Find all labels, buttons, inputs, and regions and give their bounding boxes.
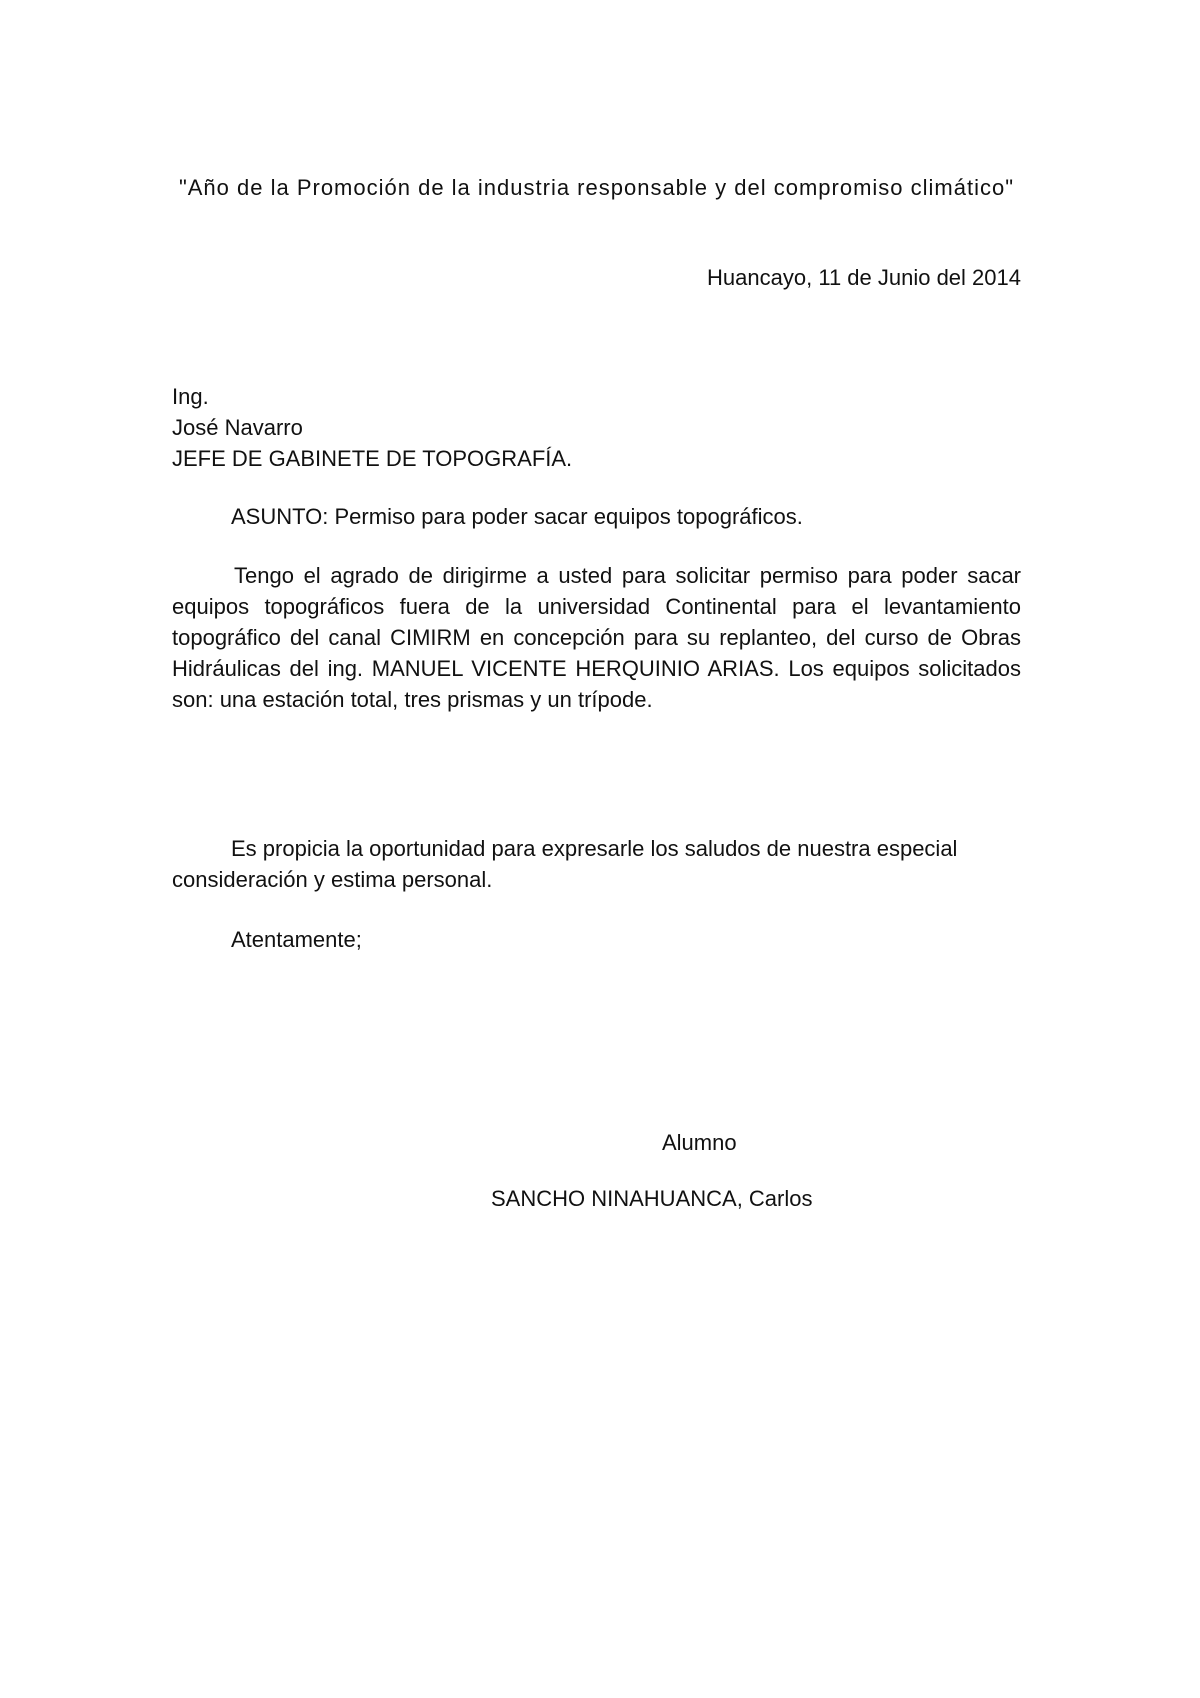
year-motto: "Año de la Promoción de la industria responsable y del compromiso climático" <box>178 175 1015 200</box>
subject-line: ASUNTO: Permiso para poder sacar equipos topográficos. <box>231 504 803 529</box>
addressee-title: Ing. <box>172 384 209 409</box>
signature-role: Alumno <box>662 1130 737 1155</box>
place-date: Huancayo, 11 de Junio del 2014 <box>707 265 1021 290</box>
body-paragraph: Tengo el agrado de dirigirme a usted para solicitar permiso para poder sacar equipos topográficos fuera de la universidad Continental para el levantamiento topográfico del canal CIMIRM en concepción para su replanteo, del curso de Obras Hidráulicas del ing. MANUEL VICENTE HERQUINIO ARIAS. Los equipos solicitados son: una estación total, tres prismas y un trípode. <box>172 563 1021 712</box>
addressee-name: José Navarro <box>172 415 303 440</box>
addressee-position: JEFE DE GABINETE DE TOPOGRAFÍA. <box>172 446 573 471</box>
closing-paragraph: Es propicia la oportunidad para expresarle los saludos de nuestra especial consideración y estima personal. <box>172 836 958 892</box>
signature-name: SANCHO NINAHUANCA, Carlos <box>491 1186 813 1211</box>
addressee-block <box>172 381 1021 474</box>
farewell: Atentamente; <box>231 927 362 952</box>
